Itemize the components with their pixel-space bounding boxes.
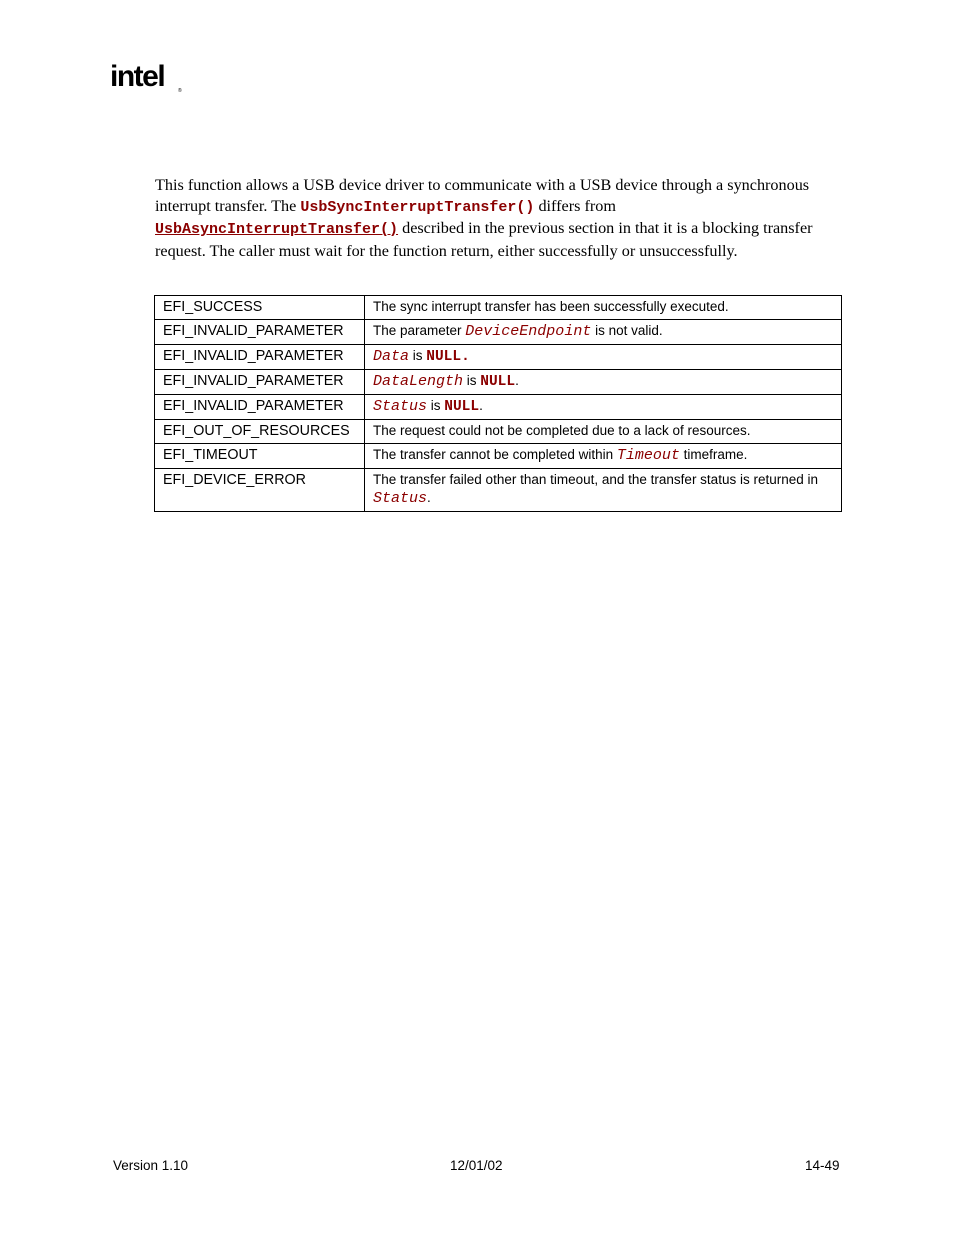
status-description: DataLength is NULL. [365, 370, 842, 395]
footer-date: 12/01/02 [450, 1158, 503, 1173]
intro-text-2: differs from [534, 196, 616, 215]
function-link-async[interactable]: UsbAsyncInterruptTransfer() [155, 221, 399, 238]
null-keyword: NULL [480, 374, 516, 390]
status-code: EFI_DEVICE_ERROR [155, 469, 365, 512]
status-description: Status is NULL. [365, 395, 842, 420]
status-description: Data is NULL. [365, 345, 842, 370]
intel-logo-text: intel [110, 60, 165, 93]
svg-text:®: ® [178, 88, 182, 94]
status-code: EFI_INVALID_PARAMETER [155, 345, 365, 370]
parameter-name: DataLength [373, 373, 464, 390]
intro-text-3: described in the previous section in that it is a blocking transfer request. The caller must wait for the function return, either successfully or unsuccessfully. [155, 219, 813, 260]
null-keyword: NULL [444, 399, 480, 415]
table-row [155, 296, 842, 320]
table-row [155, 469, 842, 512]
status-description: The parameter DeviceEndpoint is not valid. [365, 320, 842, 345]
status-description: The sync interrupt transfer has been successfully executed. [365, 296, 842, 320]
table-row [155, 444, 842, 469]
parameter-name: Data [373, 348, 410, 365]
function-name-sync: UsbSyncInterruptTransfer() [300, 198, 535, 216]
status-code: EFI_SUCCESS [155, 296, 365, 320]
table-row [155, 395, 842, 420]
status-description: The transfer failed other than timeout, and the transfer status is returned in Status. [365, 469, 842, 512]
table-row [155, 370, 842, 395]
null-keyword: NULL. [426, 349, 470, 365]
parameter-name: Status [373, 490, 428, 507]
status-description: The request could not be completed due to a lack of resources. [365, 420, 842, 444]
parameter-name: Timeout [616, 447, 680, 464]
intro-paragraph [155, 175, 845, 261]
status-code: EFI_TIMEOUT [155, 444, 365, 469]
status-code: EFI_OUT_OF_RESOURCES [155, 420, 365, 444]
status-codes-table [154, 295, 842, 512]
table-row [155, 345, 842, 370]
status-code: EFI_INVALID_PARAMETER [155, 320, 365, 345]
table-row [155, 320, 842, 345]
parameter-name: Status [373, 398, 428, 415]
table-row [155, 420, 842, 444]
parameter-name: DeviceEndpoint [465, 323, 592, 340]
intro-text-1: This function allows a USB device driver to communicate with a USB device through a synchronous interrupt transfer. The [155, 176, 810, 215]
footer-page-number: 14-49 [805, 1158, 840, 1173]
status-code: EFI_INVALID_PARAMETER [155, 395, 365, 420]
intel-logo [110, 60, 190, 102]
footer-version: Version 1.10 [113, 1158, 189, 1173]
status-description: The transfer cannot be completed within Timeout timeframe. [365, 444, 842, 469]
status-code: EFI_INVALID_PARAMETER [155, 370, 365, 395]
